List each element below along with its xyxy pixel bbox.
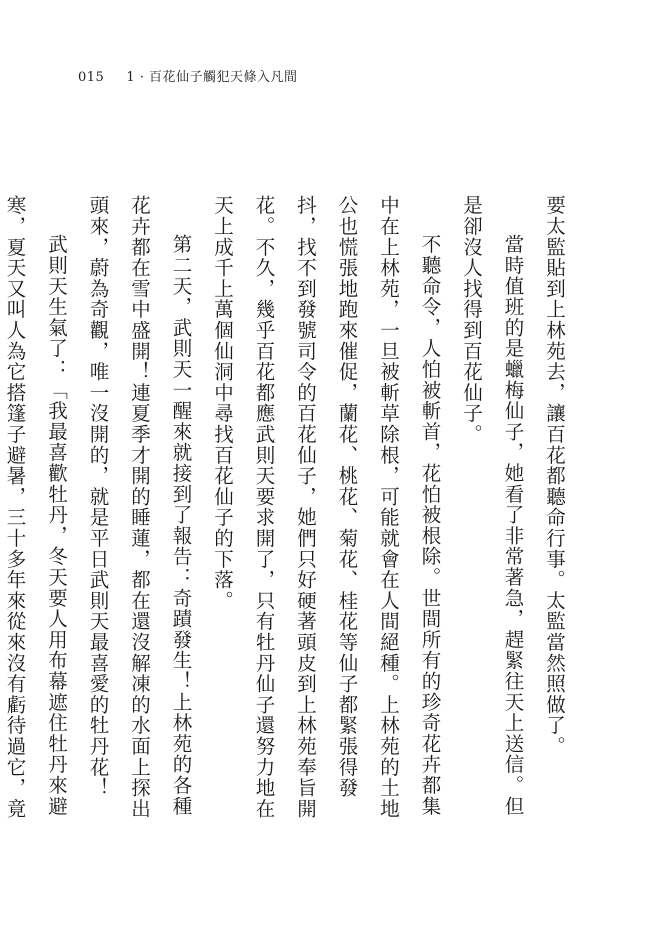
page-number: 015	[78, 70, 105, 85]
paragraph: 當時值班的是蠟梅仙子，她看了非常著急，趕緊往天上送信。但是卻沒人找得到百花仙子。	[460, 195, 525, 817]
paragraph: 不聽命令，人怕被斬首，花怕被根除。世間所有的珍奇花卉都集中在上林苑，一旦被斬草除根，可能就會在人間絕種。上林苑的土地公也慌張地跑來催促，蘭花、桃花、菊花、桂花等仙子都緊張得發抖，找不到發號司令的百花仙子，她們只好硬著頭皮到上林苑奉旨開花。不久，幾乎百花都應武則天要求開了，只有牡丹仙子還努力地在天上成千上萬個仙洞中尋找百花仙子的下落。	[211, 195, 442, 819]
paragraph: 第二天，武則天一醒來就接到了報告：奇蹟發生！上林苑的各種花卉都在雪中盛開！連夏季才開的睡蓮，都在還沒解凍的水面上探出頭來，蔚為奇觀，唯一沒開的，就是平日武則天最喜愛的牡丹花！	[86, 195, 193, 819]
vertical-text-body	[3, 195, 575, 835]
chapter-title: 1 · 百花仙子觸犯天條入凡間	[126, 70, 298, 85]
running-head	[78, 66, 298, 85]
paragraph-continuation: 要太監貼到上林苑去，讓百花都聽命行事。太監當然照做了。	[543, 195, 566, 757]
paragraph: 武則天生氣了：「我最喜歡牡丹，冬天要人用布幕遮住牡丹來避寒，夏天又叫人為它搭篷子避暑，三十多年來從來沒有虧待過它，竟	[3, 195, 68, 819]
